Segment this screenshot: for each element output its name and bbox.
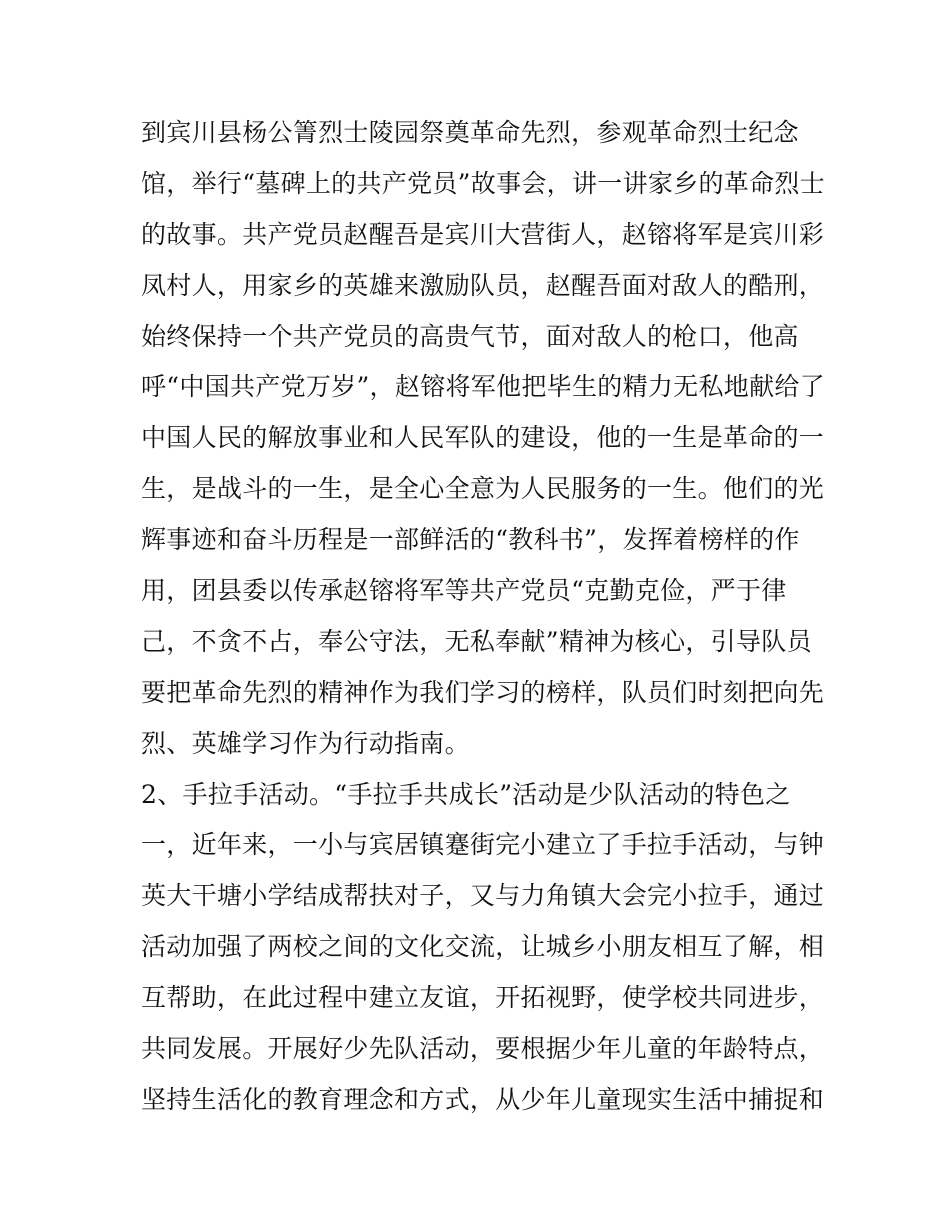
text-line: 始终保持一个共产党员的高贵气节，面对敌人的枪口，他高: [141, 321, 799, 351]
text-line: 活动加强了两校之间的文化交流，让城乡小朋友相互了解，相: [141, 932, 825, 962]
text-line: 烈、英雄学习作为行动指南。: [141, 728, 470, 758]
text-line: 共同发展。开展好少先队活动，要根据少年儿童的年龄特点，: [141, 1034, 825, 1064]
text-line: 辉事迹和奋斗历程是一部鲜活的“教科书”，发挥着榜样的作: [141, 525, 800, 555]
text-line: 呼“中国共产党万岁”，赵镕将军他把毕生的精力无私地献给了: [141, 372, 825, 402]
text-line: 到宾川县杨公箐烈士陵园祭奠革命先烈，参观革命烈士纪念: [141, 118, 799, 147]
text-line: 要把革命先烈的精神作为我们学习的榜样，队员们时刻把向先: [141, 677, 825, 707]
text-line: 坚持生活化的教育理念和方式，从少年儿童现实生活中捕捉和: [141, 1084, 825, 1114]
text-line: 互帮助，在此过程中建立友谊，开拓视野，使学校共同进步，: [141, 983, 825, 1013]
text-line: 己，不贪不占，奉公守法，无私奉献”精神为核心，引导队员: [141, 626, 812, 656]
text-line: 馆，举行“墓碑上的共产党员”故事会，讲一讲家乡的革命烈士: [141, 168, 825, 198]
section-heading-line: 2、手拉手活动。“手拉手共成长”活动是少队活动的特色之: [141, 779, 791, 809]
text-line: 用，团县委以传承赵镕将军等共产党员“克勤克俭，严于律: [141, 576, 787, 606]
text-line: 的故事。共产党员赵醒吾是宾川大营街人，赵镕将军是宾川彩: [141, 219, 825, 249]
text-line: 中国人民的解放事业和人民军队的建设，他的一生是革命的一: [141, 423, 825, 453]
text-line: 英大干塘小学结成帮扶对子，又与力角镇大会完小拉手，通过: [141, 881, 825, 911]
text-line: 生，是战斗的一生，是全心全意为人民服务的一生。他们的光: [141, 474, 825, 504]
text-line: 凤村人，用家乡的英雄来激励队员，赵醒吾面对敌人的酷刑，: [141, 270, 825, 300]
body-text: [141, 108, 825, 1126]
text-line: 一，近年来，一小与宾居镇蹇街完小建立了手拉手活动，与钟: [141, 830, 825, 860]
